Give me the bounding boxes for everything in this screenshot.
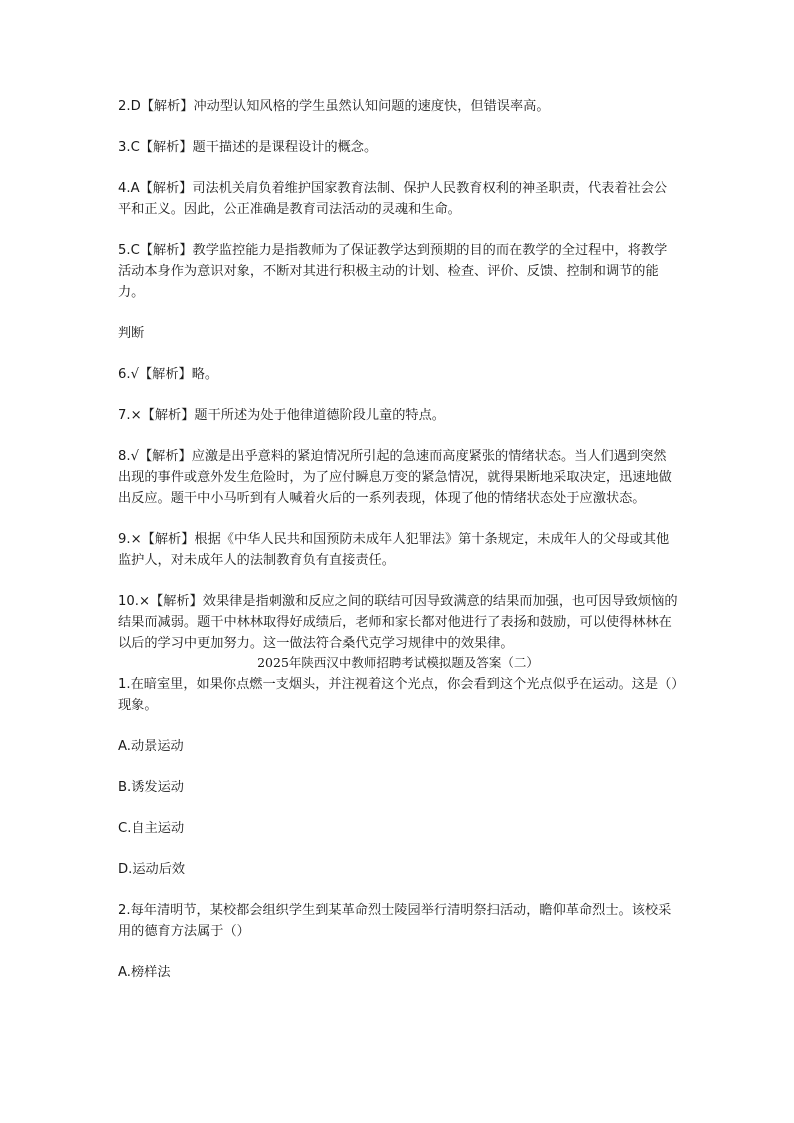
document-page (118, 96, 678, 1003)
question-2-stem: 2.每年清明节，某校都会组织学生到某革命烈士陵园举行清明祭扫活动，瞻仰革命烈士。该校采用的德育方法属于（） (118, 903, 672, 939)
question-1-option-a: A.动景运动 (118, 739, 184, 754)
answer-4: 4.A【解析】司法机关肩负着维护国家教育法制、保护人民教育权利的神圣职责，代表着社会公平和正义。因此，公正准确是教育司法活动的灵魂和生命。 (118, 181, 668, 217)
answer-8: 8.√【解析】应激是出乎意料的紧迫情况所引起的急速而高度紧张的情绪状态。当人们遇到突然出现的事件或意外发生危险时，为了应付瞬息万变的紧急情况，就得果断地采取决定，迅速地做出反应。题干中小马听到有人喊着火后的一系列表现，体现了他的情绪状态处于应激状态。 (118, 449, 672, 506)
answer-9: 9.×【解析】根据《中华人民共和国预防未成年人犯罪法》第十条规定，未成年人的父母或其他监护人，对未成年人的法制教育负有直接责任。 (118, 532, 670, 568)
question-1-option-b: B.诱发运动 (118, 780, 184, 795)
question-2-option-a: A.榜样法 (118, 965, 171, 980)
question-1-option-c: C.自主运动 (118, 821, 185, 836)
question-1-option-d: D.运动后效 (118, 862, 186, 877)
exam-title: 2025年陕西汉中教师招聘考试模拟题及答案（二） (257, 655, 539, 670)
section-judgment-label: 判断 (118, 326, 145, 341)
answer-3: 3.C【解析】题干描述的是课程设计的概念。 (118, 140, 378, 155)
answer-5: 5.C【解析】教学监控能力是指教师为了保证教学达到预期的目的而在教学的全过程中，将教学活动本身作为意识对象，不断对其进行积极主动的计划、检查、评价、反馈、控制和调节的能力。 (118, 243, 668, 300)
answer-2: 2.D【解析】冲动型认知风格的学生虽然认知问题的速度快，但错误率高。 (118, 99, 550, 114)
answer-6: 6.√【解析】略。 (118, 367, 219, 382)
answer-7: 7.×【解析】题干所述为处于他律道德阶段儿童的特点。 (118, 408, 445, 423)
question-1-stem: 1.在暗室里，如果你点燃一支烟头，并注视着这个光点，你会看到这个光点似乎在运动。这是（）现象。 (118, 677, 678, 713)
answer-10: 10.×【解析】效果律是指刺激和反应之间的联结可因导致满意的结果而加强，也可因导致烦恼的结果而减弱。题干中林林取得好成绩后，老师和家长都对他进行了表扬和鼓励，可以使得林林在以后的学习中更加努力。这一做法符合桑代克学习规律中的效果律。 (118, 594, 678, 651)
